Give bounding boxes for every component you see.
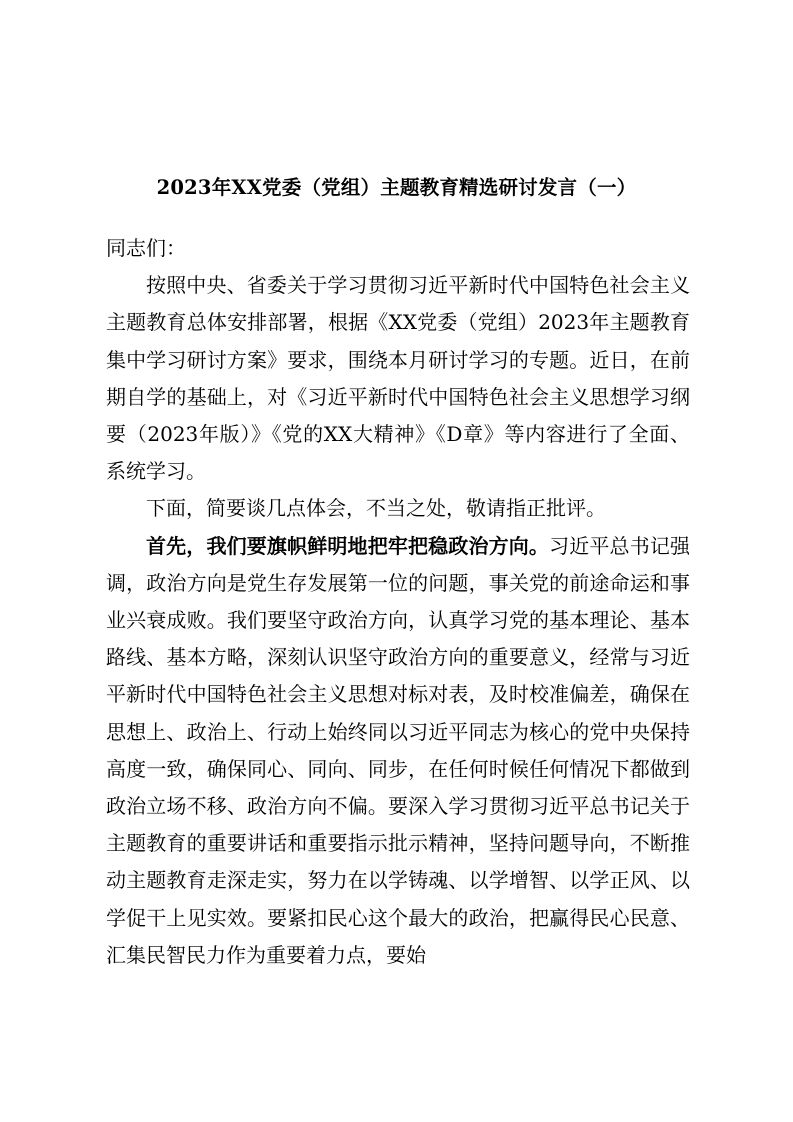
paragraph-transition: [106, 490, 690, 527]
paragraph-transition-text: 下面，简要谈几点体会，不当之处，敬请指正批评。: [146, 496, 606, 521]
salutation: 同志们：: [106, 236, 186, 260]
paragraph-first-point-text: 习近平总书记强调，政治方向是党生存发展第一位的问题，事关党的前途命运和事业兴衰成败。我们要坚守政治方向，认真学习党的基本理论、基本路线、基本方略，深刻认识坚守政治方向的重要意义，经常与习近平新时代中国特色社会主义思想对标对表，及时校准偏差，确保在思想上、政治上、行动上始终同以习近平同志为核心的党中央保持高度一致，确保同心、同向、同步，在任何时候任何情况下都做到政治立场不移、政治方向不偏。要深入学习贯彻习近平总书记关于主题教育的重要讲话和重要指示批示精神，坚持问题导向，不断推动主题教育走深走实，努力在以学铸魂、以学增智、以学正风、以学促干上见实效。要紧扣民心这个最大的政治，把赢得民心民意、汇集民智民力作为重要着力点，要始: [106, 533, 691, 967]
paragraph-first-point: [106, 528, 690, 974]
document-title: 2023年XX党委（党组）主题教育精选研讨发言（一）: [156, 176, 637, 199]
paragraph-first-point-lead: 首先，我们要旗帜鲜明地把牢把稳政治方向。: [146, 533, 550, 558]
paragraph-intro-text: 按照中央、省委关于学习贯彻习近平新时代中国特色社会主义主题教育总体安排部署，根据《XX党委（党组）2023年主题教育集中学习研讨方案》要求，围绕本月研讨学习的专题。近日，在前期自学的基础上，对《习近平新时代中国特色社会主义思想学习纲要（2023年版）》《党的XX大精神》《D章》等内容进行了全面、系统学习。: [106, 273, 690, 484]
document-body: [106, 230, 690, 974]
paragraph-intro: [106, 267, 690, 490]
